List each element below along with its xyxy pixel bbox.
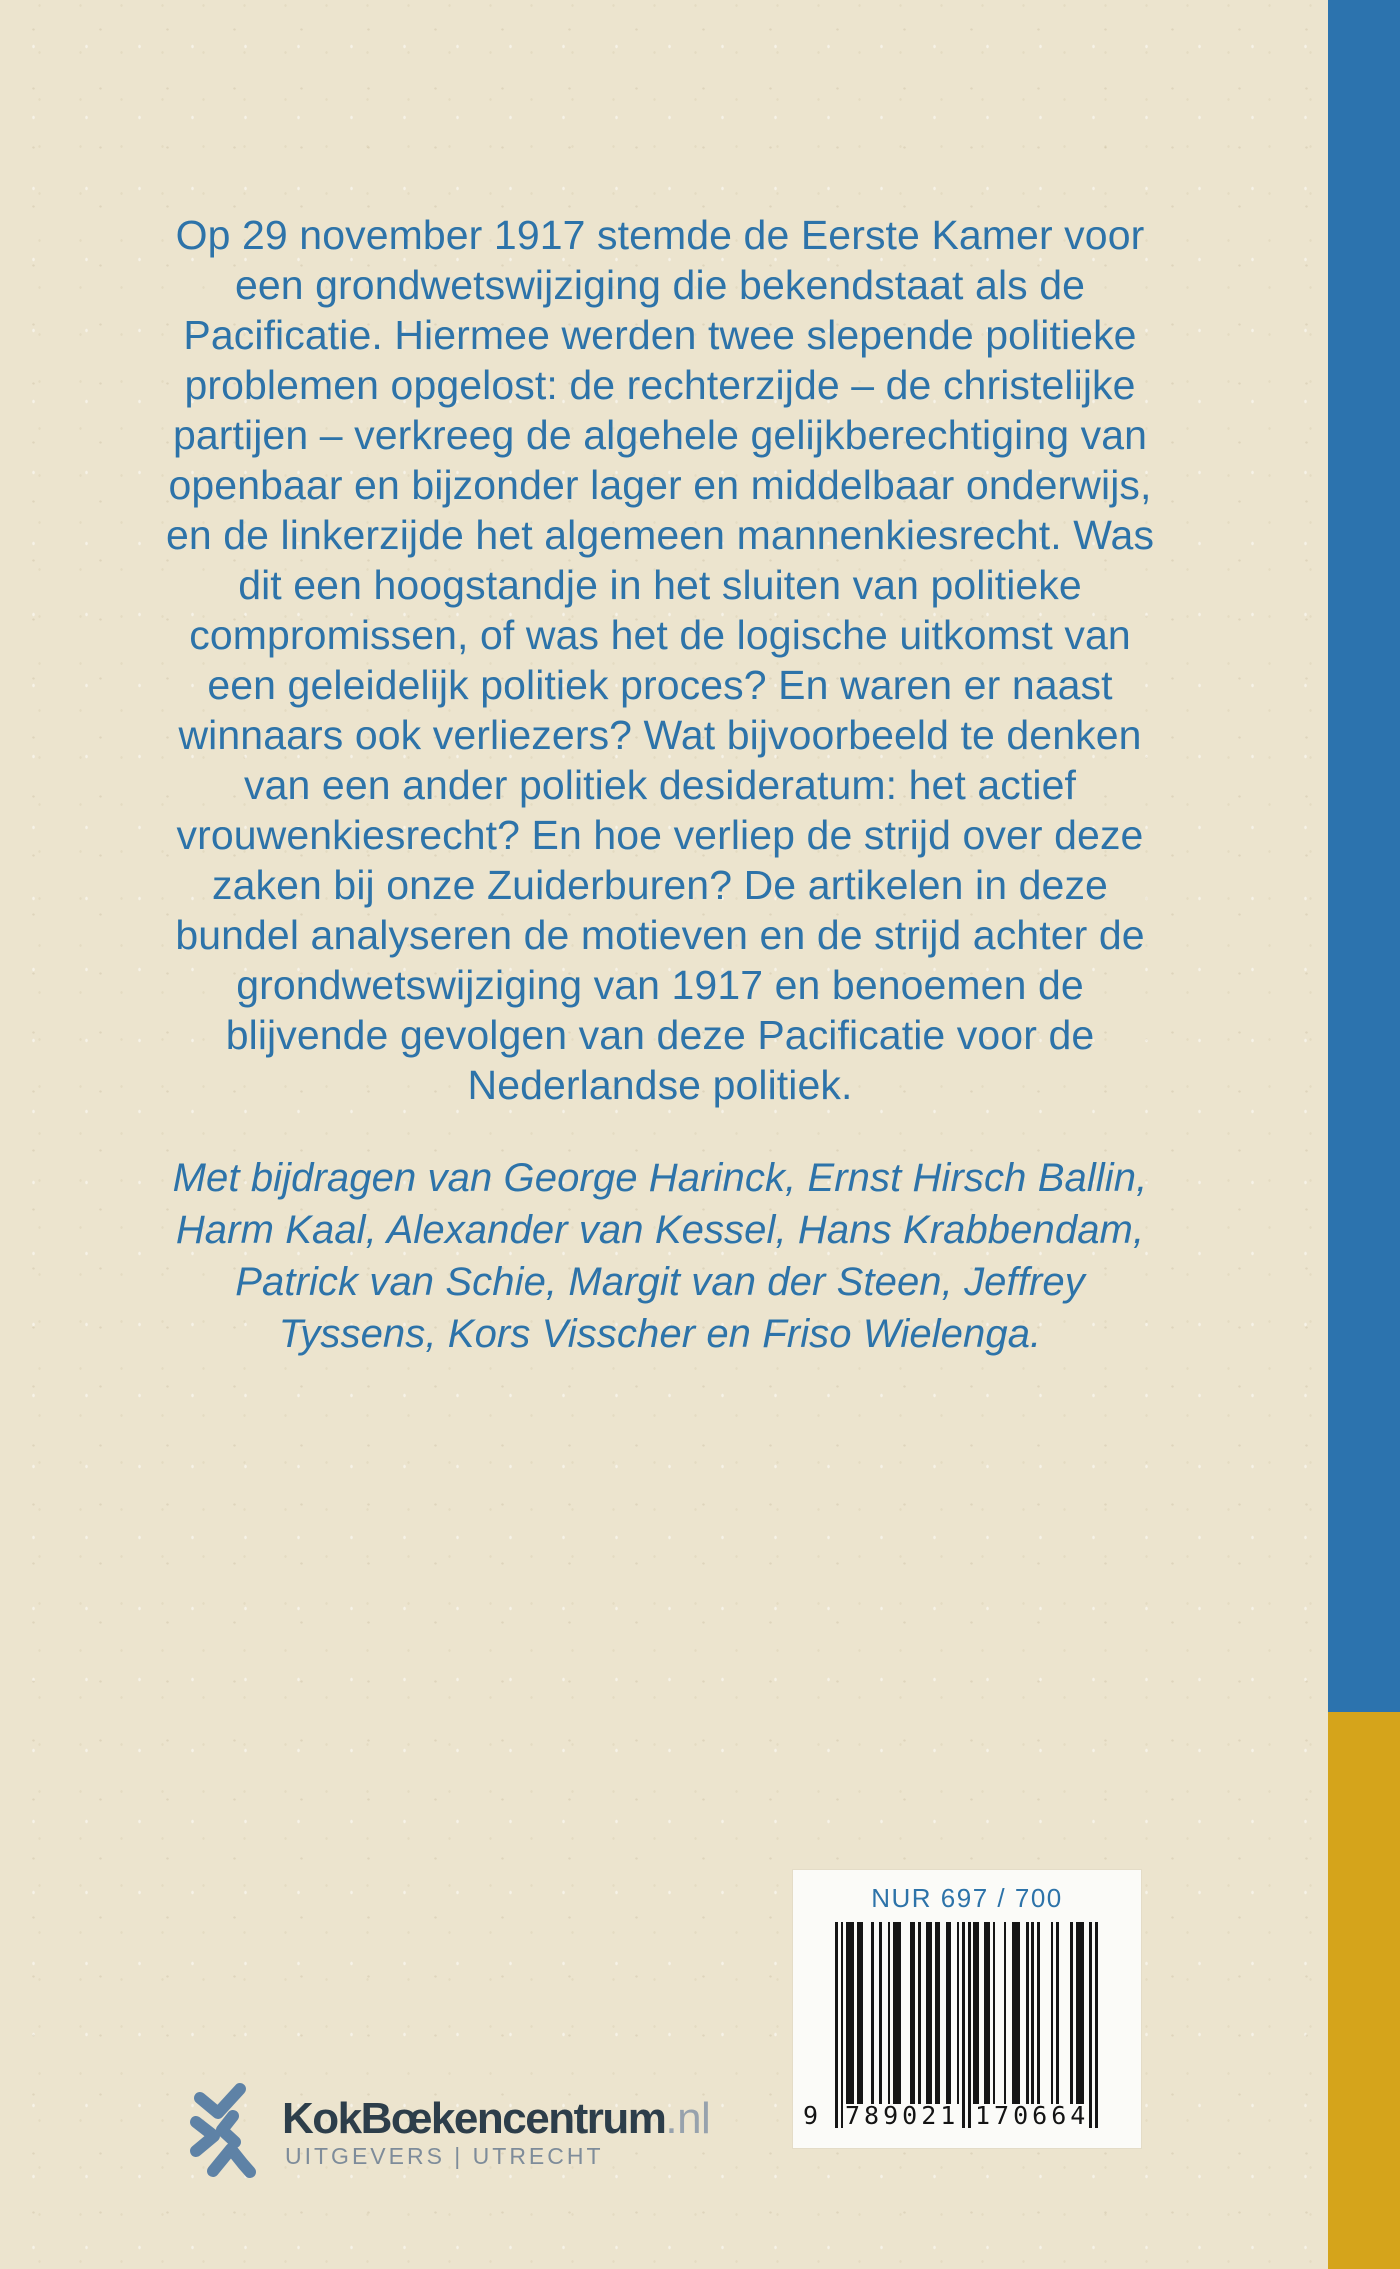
publisher-wordmark	[282, 2094, 710, 2144]
contributors-line: Tyssens, Kors Visscher en Friso Wielenga.	[278, 1312, 1042, 1356]
barcode-module	[1095, 1922, 1098, 2128]
blurb-line: een geleidelijk politiek proces? En waren er naast	[207, 662, 1113, 708]
blurb-line: dit een hoogstandje in het sluiten van politieke	[238, 562, 1082, 608]
blurb-line: compromissen, of was het de logische uitkomst van	[189, 612, 1131, 658]
nur-label: NUR 697 / 700	[871, 1883, 1063, 1913]
blurb-line: vrouwenkiesrecht? En hoe verliep de strijd over deze	[176, 812, 1144, 858]
isbn-right-group: 170664	[975, 2101, 1090, 2130]
blurb-line: grondwetswijziging van 1917 en benoemen de	[236, 962, 1084, 1008]
blurb-text	[90, 210, 1230, 1110]
blurb-line: Nederlandse politiek.	[467, 1062, 853, 1108]
blurb-line: problemen opgelost: de rechterzijde – de christelijke	[184, 362, 1136, 408]
blurb-line: winnaars ook verliezers? Wat bijvoorbeeld te denken	[178, 712, 1142, 758]
contributors-line: Harm Kaal, Alexander van Kessel, Hans Krabbendam,	[175, 1208, 1145, 1252]
contributors-line: Met bijdragen van George Harinck, Ernst Hirsch Ballin,	[172, 1156, 1148, 1200]
blurb-line: partijen – verkreeg de algehele gelijkberechtiging van	[172, 412, 1148, 458]
publisher-tagline: UITGEVERS | UTRECHT	[285, 2143, 604, 2169]
spine-stripe-blue	[1328, 0, 1400, 1712]
isbn-left-group: 789021	[845, 2101, 960, 2130]
blurb-line: Op 29 november 1917 stemde de Eerste Kamer voor	[175, 212, 1145, 258]
publisher-logo-icon	[188, 2082, 256, 2178]
blurb-line: openbaar en bijzonder lager en middelbaar onderwijs,	[168, 462, 1152, 508]
blurb-line: zaken bij onze Zuiderburen? De artikelen in deze	[212, 862, 1108, 908]
barcode-panel	[793, 1870, 1141, 2148]
publisher-wordmark-main: KokBœkencentrum	[282, 2094, 666, 2143]
blurb-line: van een ander politiek desideratum: het actief	[244, 762, 1076, 808]
blurb-line: blijvende gevolgen van deze Pacificatie voor de	[225, 1012, 1095, 1058]
blurb-line: een grondwetswijziging die bekendstaat als de	[234, 262, 1086, 308]
contributors-line: Patrick van Schie, Margit van der Steen, Jeffrey	[235, 1260, 1085, 1304]
contributors-text	[90, 1152, 1230, 1360]
publisher-logo	[188, 2080, 748, 2190]
isbn-lead-digit: 9	[803, 2101, 819, 2130]
barcode-bars	[835, 1922, 1099, 2128]
ean-barcode	[803, 1922, 1099, 2130]
spine-stripe-yellow	[1328, 1712, 1400, 2269]
publisher-wordmark-suffix: .nl	[665, 2094, 711, 2143]
blurb-line: bundel analyseren de motieven en de strijd achter de	[175, 912, 1145, 958]
blurb-line: en de linkerzijde het algemeen mannenkiesrecht. Was	[165, 512, 1155, 558]
blurb-line: Pacificatie. Hiermee werden twee slepende politieke	[183, 312, 1137, 358]
